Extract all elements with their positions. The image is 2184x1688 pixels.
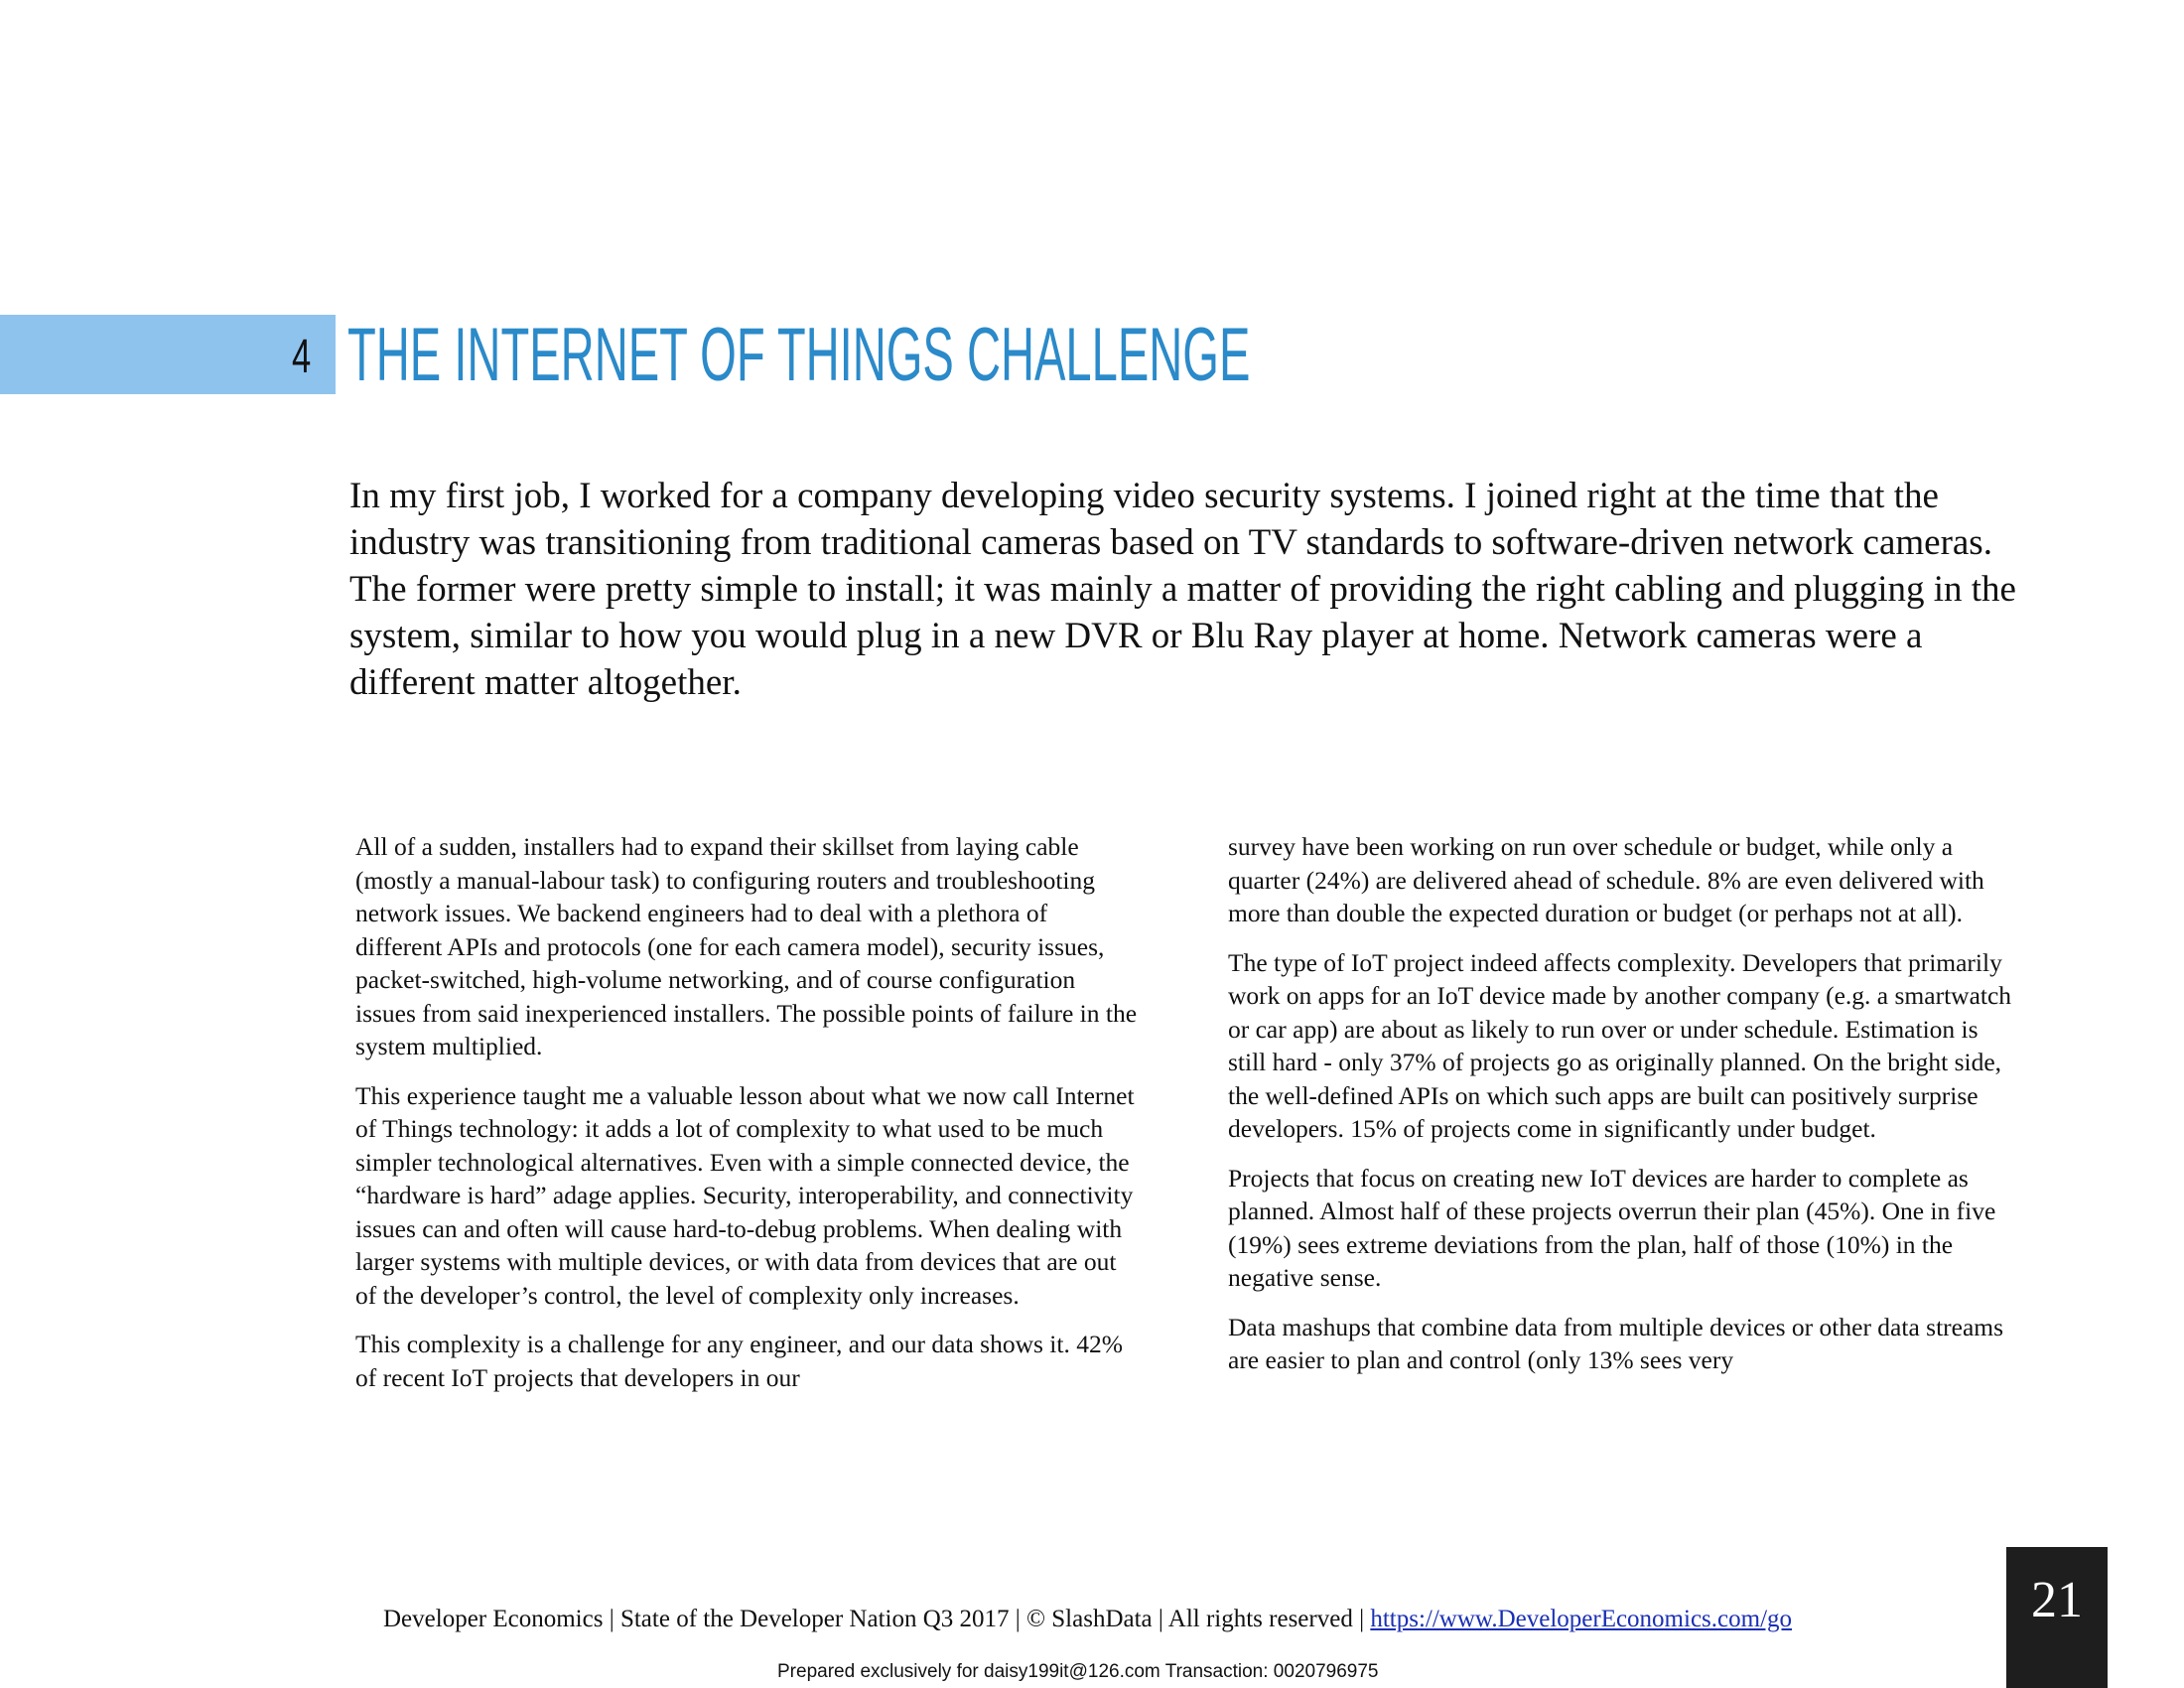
body-paragraph: This experience taught me a valuable lesson about what we now call Internet of Things technology: it adds a lot of complexity to what used to be much simpler technological alternatives. Even with a simple connected device, the “hardware is hard” adage applies. Security, interoperability, and connectivity issues can and often will cause hard-to-debug problems. When dealing with larger systems with multiple devices, or with data from devices that are out of the developer’s control, the level of complexity only increases. <box>355 1080 1135 1310</box>
footer-text: Developer Economics | State of the Developer Nation Q3 2017 | © SlashData | All rights reserved | <box>383 1606 1371 1632</box>
body-paragraph: Projects that focus on creating new IoT devices are harder to complete as planned. Almost half of these projects overrun their plan (45%). One in five (19%) sees extreme deviations from the plan, half of those (10%) in the negative sense. <box>1228 1163 1996 1292</box>
footer <box>383 1604 1792 1635</box>
section-number: 4 <box>292 331 312 383</box>
license-watermark: Prepared exclusively for daisy199it@126.com Transaction: 0020796975 <box>777 1661 1379 1682</box>
body-column-left <box>355 830 1140 1410</box>
body-paragraph: This complexity is a challenge for any engineer, and our data shows it. 42% of recent IoT projects that developers in our <box>355 1330 1123 1392</box>
intro-paragraph: In my first job, I worked for a company developing video security systems. I joined right at the time that the industry was transitioning from traditional cameras based on TV standards to software-driven network cameras. The former were pretty simple to install; it was mainly a matter of providing the right cabling and plugging in the system, similar to how you would plug in a new DVR or Blu Ray player at home. Network cameras were a different matter altogether. <box>349 476 2016 703</box>
body-column-right <box>1228 830 2012 1393</box>
section-color-band <box>0 315 336 394</box>
page-number-box <box>2006 1547 2108 1688</box>
body-paragraph: Data mashups that combine data from multiple devices or other data streams are easier to plan and control (only 13% sees very <box>1228 1312 2004 1374</box>
section-title: THE INTERNET OF THINGS CHALLENGE <box>347 313 1251 397</box>
body-paragraph: survey have been working on run over schedule or budget, while only a quarter (24%) are delivered ahead of schedule. 8% are even delivered with more than double the expected duration or budget (or perhaps not at all). <box>1228 832 1984 927</box>
footer-link[interactable]: https://www.DeveloperEconomics.com/go <box>1370 1606 1793 1632</box>
body-paragraph: All of a sudden, installers had to expand their skillset from laying cable (mostly a manual-labour task) to configuring routers and troubleshooting network issues. We backend engineers had to deal with a plethora of different APIs and protocols (one for each camera model), security issues, packet-switched, high-volume networking, and of course configuration issues from said inexperienced installers. The possible points of failure in the system multiplied. <box>355 832 1138 1060</box>
body-paragraph: The type of IoT project indeed affects complexity. Developers that primarily work on apps for an IoT device made by another company (e.g. a smartwatch or car app) are about as likely to run over or under schedule. Estimation is still hard - only 37% of projects go as originally planned. On the bright side, the well-defined APIs on which such apps are built can positively surprise developers. 15% of projects come in significantly under budget. <box>1228 947 2012 1143</box>
page-number: 21 <box>2031 1572 2083 1628</box>
